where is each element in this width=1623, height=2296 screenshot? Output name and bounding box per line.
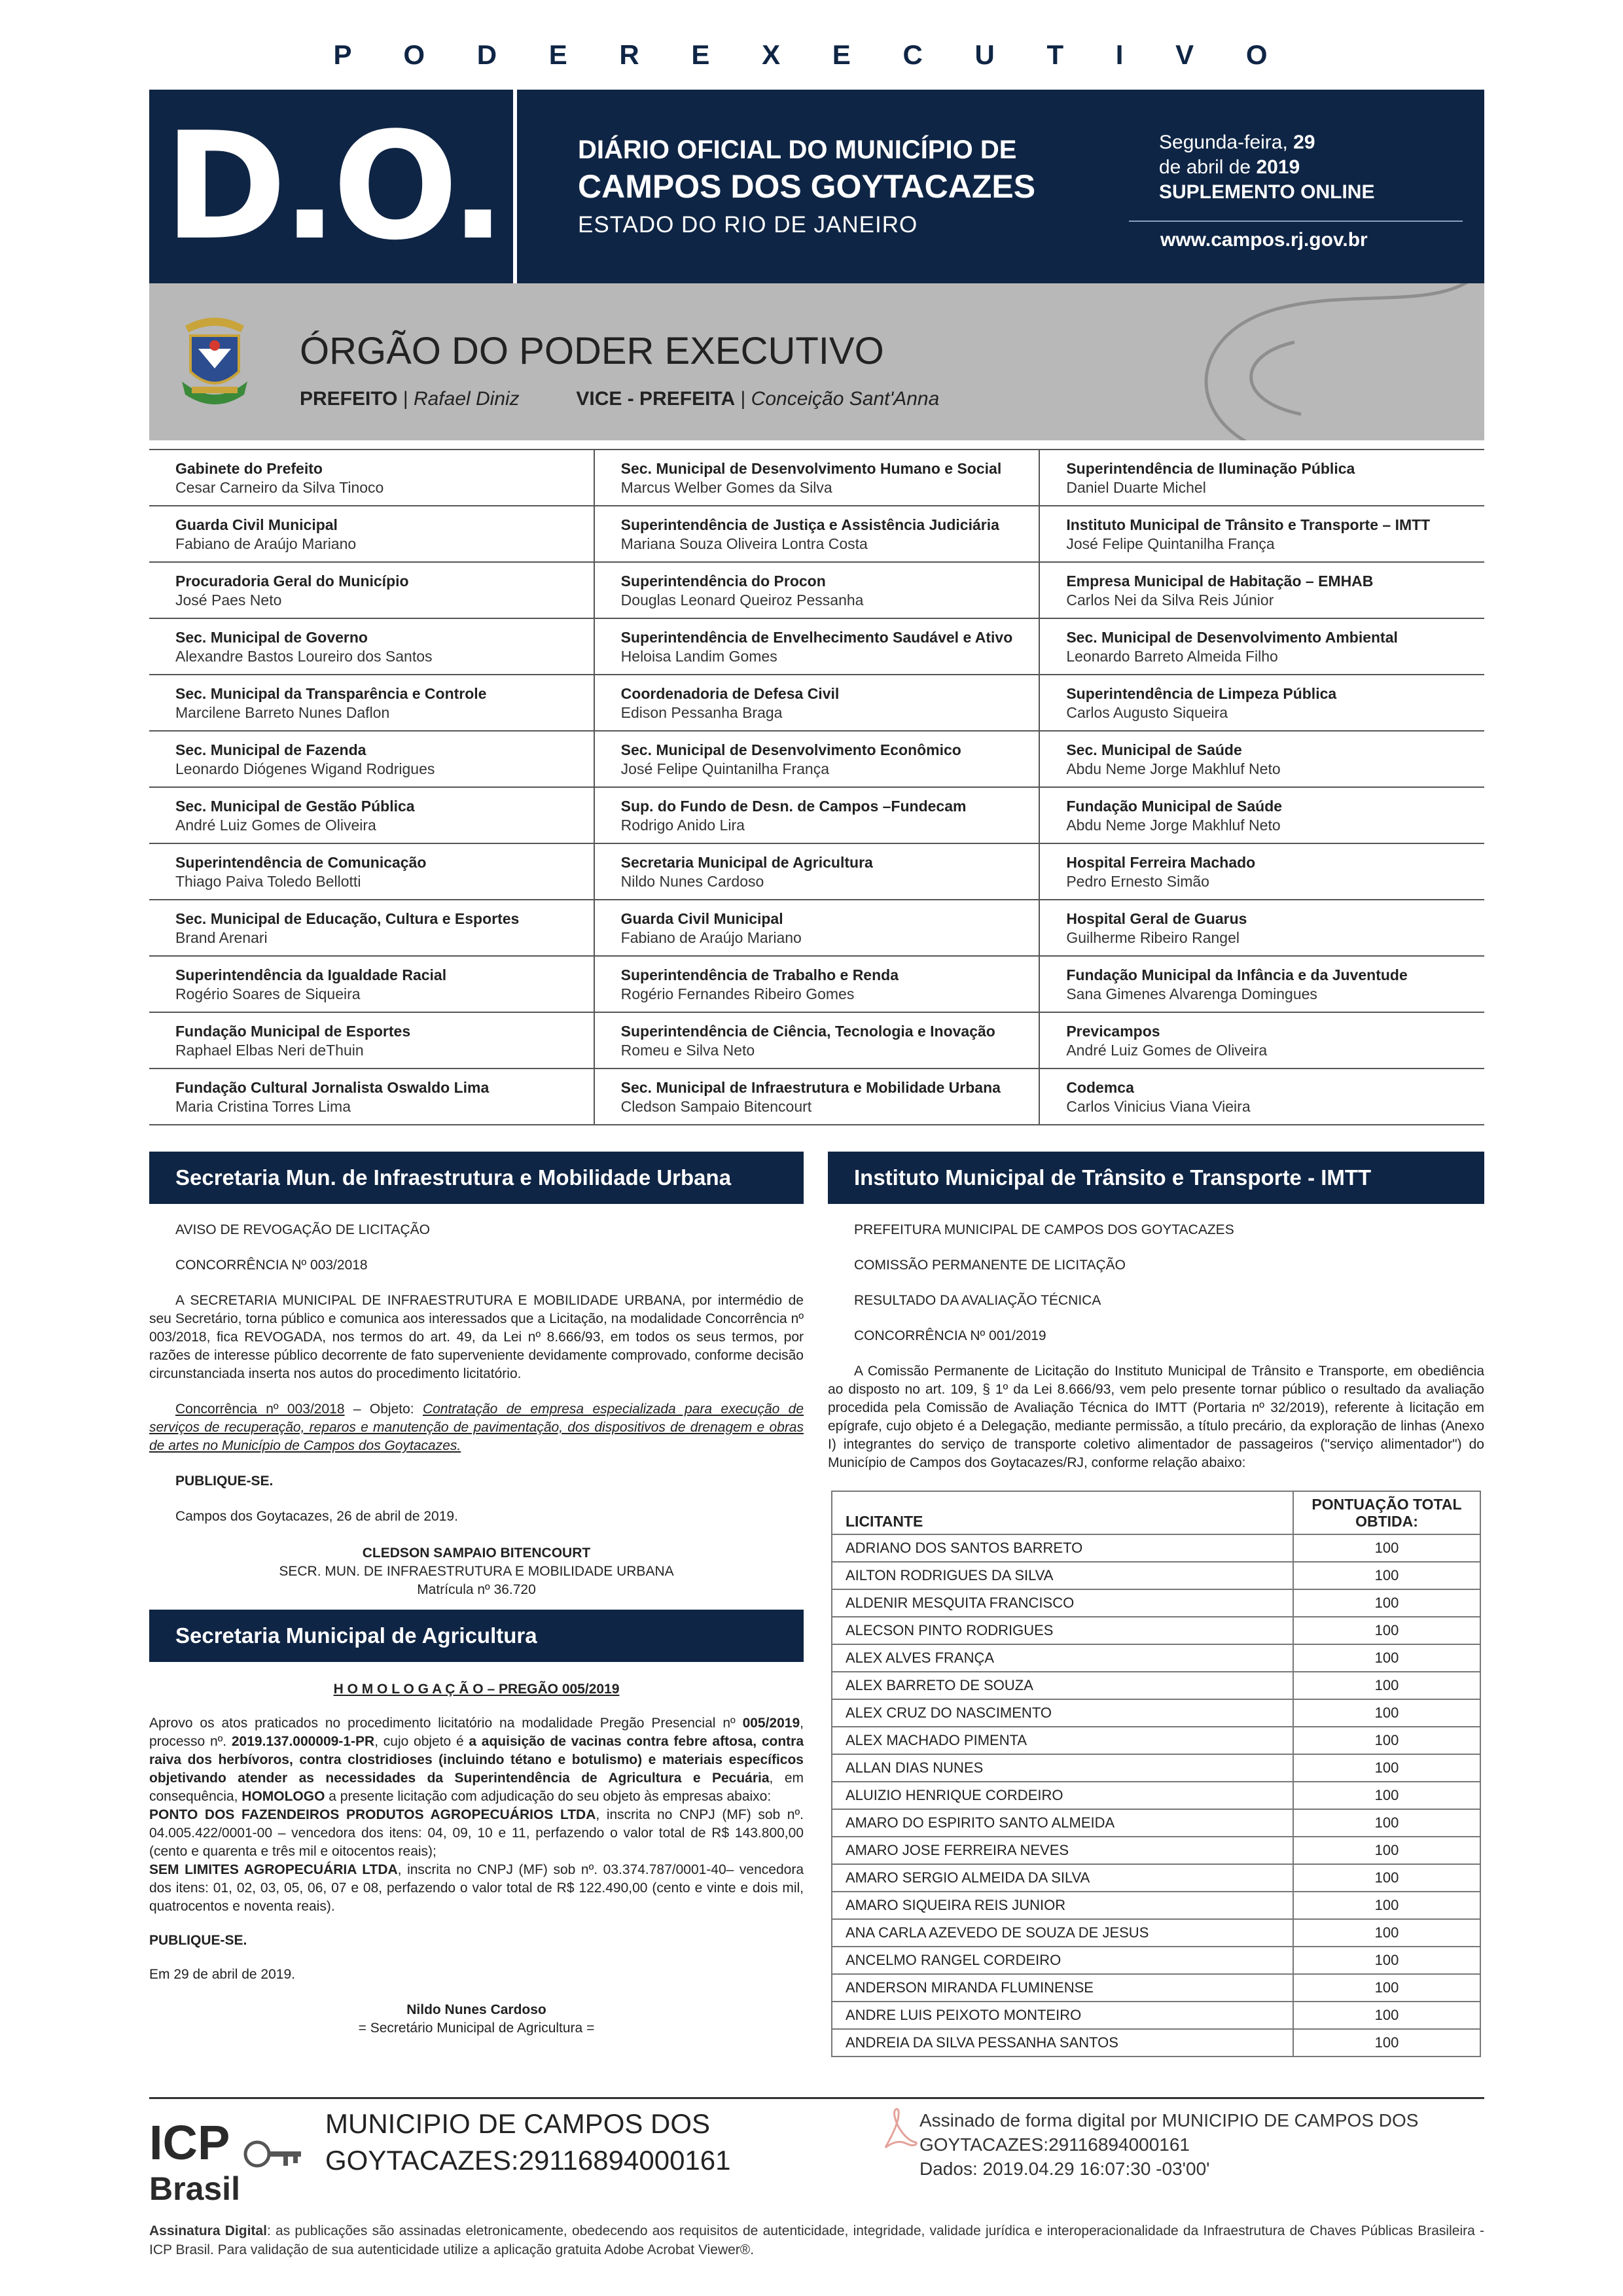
directory-entry bbox=[149, 506, 594, 561]
icp-logo-top: ICP bbox=[149, 2115, 230, 2170]
signer-block bbox=[325, 2106, 731, 2179]
directory-entry bbox=[149, 1013, 594, 1068]
org-name: Empresa Municipal de Habitação – EMHAB bbox=[1066, 573, 1374, 590]
col-bidder: LICITANTE bbox=[832, 1491, 1293, 1534]
infra-notice-title: AVISO DE REVOGAÇÃO DE LICITAÇÃO bbox=[175, 1222, 430, 1237]
directory-entry bbox=[594, 900, 1039, 955]
org-name: Sec. Municipal de Gestão Pública bbox=[175, 798, 415, 815]
directory-entry bbox=[1039, 619, 1484, 674]
bidder-name: ALDENIR MESQUITA FRANCISCO bbox=[832, 1589, 1293, 1617]
org-name: Codemca bbox=[1066, 1079, 1134, 1096]
directory-entry bbox=[594, 619, 1039, 674]
org-name: Guarda Civil Municipal bbox=[620, 910, 783, 927]
table-row bbox=[832, 1617, 1480, 1644]
org-name: Superintendência de Ciência, Tecnologia e Inovação bbox=[620, 1023, 995, 1040]
table-row bbox=[832, 2029, 1480, 2057]
official-name: José Felipe Quintanilha França bbox=[620, 760, 830, 777]
directory-entry bbox=[594, 563, 1039, 618]
imtt-line-1: PREFEITURA MUNICIPAL DE CAMPOS DOS GOYTACAZES bbox=[854, 1222, 1234, 1237]
org-name: Superintendência de Comunicação bbox=[175, 854, 427, 871]
org-name: Sec. Municipal da Transparência e Controle bbox=[175, 685, 487, 702]
official-name: Heloisa Landim Gomes bbox=[620, 648, 777, 665]
digital-signature-info bbox=[919, 2108, 1418, 2181]
agri-section-header: Secretaria Municipal de Agricultura bbox=[149, 1610, 804, 1662]
agri-signer: Nildo Nunes Cardoso bbox=[406, 2002, 546, 2017]
official-name: Raphael Elbas Neri deThuin bbox=[175, 1042, 364, 1059]
org-name: Gabinete do Prefeito bbox=[175, 460, 323, 477]
officials-directory bbox=[149, 449, 1484, 1125]
coat-of-arms-icon bbox=[179, 309, 251, 408]
mayor-name: Rafael Diniz bbox=[413, 388, 520, 410]
directory-entry bbox=[594, 957, 1039, 1012]
org-name: Fundação Cultural Jornalista Oswaldo Lima bbox=[175, 1079, 490, 1096]
directory-entry bbox=[1039, 900, 1484, 955]
bidder-score: 100 bbox=[1293, 1947, 1480, 1974]
agri-company-2 bbox=[149, 1861, 804, 1916]
org-name: Sec. Municipal de Desenvolvimento Ambiental bbox=[1066, 629, 1398, 646]
bidder-name: ALEX CRUZ DO NASCIMENTO bbox=[832, 1699, 1293, 1727]
imtt-line-3: RESULTADO DA AVALIAÇÃO TÉCNICA bbox=[854, 1293, 1101, 1308]
directory-row bbox=[149, 506, 1484, 563]
bidder-name: AMARO SERGIO ALMEIDA DA SILVA bbox=[832, 1864, 1293, 1892]
agri-pregao-number: 005/2019 bbox=[742, 1716, 800, 1731]
agri-homologo: HOMOLOGO bbox=[241, 1789, 325, 1804]
imtt-section-header: Instituto Municipal de Trânsito e Transporte - IMTT bbox=[828, 1152, 1484, 1204]
infra-signer: CLEDSON SAMPAIO BITENCOURT bbox=[362, 1545, 591, 1561]
sig-line-1: Assinado de forma digital por MUNICIPIO DE CAMPOS DOS bbox=[919, 2110, 1419, 2130]
table-row bbox=[832, 1782, 1480, 1809]
title-line-2: CAMPOS DOS GOYTACAZES bbox=[578, 168, 1036, 205]
table-row bbox=[832, 1644, 1480, 1672]
directory-entry bbox=[1039, 675, 1484, 730]
table-row bbox=[832, 2002, 1480, 2029]
bidder-score: 100 bbox=[1293, 1974, 1480, 2002]
official-name: Carlos Nei da Silva Reis Júnior bbox=[1066, 592, 1274, 609]
directory-row bbox=[149, 619, 1484, 675]
signer-line-2: GOYTACAZES:29116894000161 bbox=[325, 2145, 731, 2176]
official-name: Abdu Neme Jorge Makhluf Neto bbox=[1066, 760, 1281, 777]
bidder-score: 100 bbox=[1293, 1864, 1480, 1892]
infra-publish: PUBLIQUE-SE. bbox=[175, 1474, 274, 1489]
company-1-name: PONTO DOS FAZENDEIROS PRODUTOS AGROPECUÁRIOS LTDA bbox=[149, 1807, 596, 1822]
company-1-details: , inscrita no CNPJ (MF) sob nº. 04.005.422/0001-00 – vencedora dos itens: 04, 09, 10 e 11, perfazendo o valor total de R$ 143.800,00 (cento e quarenta e três mil e oitocentos reais); bbox=[149, 1807, 804, 1859]
directory-entry bbox=[1039, 563, 1484, 618]
official-name: Thiago Paiva Toledo Bellotti bbox=[175, 873, 361, 890]
infra-object-label: Concorrência nº 003/2018 bbox=[175, 1402, 345, 1417]
bidder-name: ANDREIA DA SILVA PESSANHA SANTOS bbox=[832, 2029, 1293, 2057]
org-name: Sec. Municipal de Infraestrutura e Mobilidade Urbana bbox=[620, 1079, 1001, 1096]
org-name: Secretaria Municipal de Agricultura bbox=[620, 854, 873, 871]
agri-text: Aprovo os atos praticados no procedimento licitatório na modalidade Pregão Presencial nº bbox=[149, 1716, 743, 1731]
bidder-score: 100 bbox=[1293, 1534, 1480, 1562]
bidder-name: ALEX BARRETO DE SOUZA bbox=[832, 1672, 1293, 1699]
directory-row bbox=[149, 900, 1484, 957]
bidder-score: 100 bbox=[1293, 2002, 1480, 2029]
decorative-swirl bbox=[1105, 283, 1484, 440]
bidder-name: AMARO JOSE FERREIRA NEVES bbox=[832, 1837, 1293, 1864]
directory-entry bbox=[149, 450, 594, 505]
infra-place-date: Campos dos Goytacazes, 26 de abril de 2019. bbox=[175, 1509, 458, 1524]
directory-entry bbox=[149, 563, 594, 618]
bidder-score: 100 bbox=[1293, 1754, 1480, 1782]
mayor-label: PREFEITO bbox=[300, 388, 398, 410]
table-row bbox=[832, 1864, 1480, 1892]
bidder-name: ALUIZIO HENRIQUE CORDEIRO bbox=[832, 1782, 1293, 1809]
table-row bbox=[832, 1534, 1480, 1562]
section-label: P O D E R E X E C U T I V O bbox=[333, 39, 1290, 70]
executive-title: ÓRGÃO DO PODER EXECUTIVO bbox=[300, 330, 884, 372]
disclaimer-text: : as publicações são assinadas eletronicamente, obedecendo aos requisitos de autenticidade, integridade, validade jurídica e interoperacionalidade da Infraestrutura de Chaves Públicas Brasileira - ICP Brasil. Para validação de sua autenticidade utilize a aplicação gratuita Adobe Acrobat Viewer®. bbox=[149, 2223, 1485, 2257]
official-name: José Felipe Quintanilha França bbox=[1066, 535, 1275, 552]
official-name: Douglas Leonard Queiroz Pessanha bbox=[620, 592, 864, 609]
official-name: Rogério Soares de Siqueira bbox=[175, 985, 361, 1002]
directory-entry bbox=[149, 619, 594, 674]
directory-entry bbox=[594, 450, 1039, 505]
directory-entry bbox=[149, 900, 594, 955]
org-name: Superintendência de Trabalho e Renda bbox=[620, 966, 899, 983]
directory-row bbox=[149, 957, 1484, 1013]
infra-competition: CONCORRÊNCIA Nº 003/2018 bbox=[175, 1258, 368, 1273]
sig-line-2: GOYTACAZES:29116894000161 bbox=[919, 2134, 1190, 2155]
directory-entry bbox=[1039, 844, 1484, 899]
directory-row bbox=[149, 563, 1484, 619]
table-row bbox=[832, 1919, 1480, 1947]
infra-object-dash: – Objeto: bbox=[344, 1402, 423, 1417]
bidder-score: 100 bbox=[1293, 1644, 1480, 1672]
org-name: Sec. Municipal de Fazenda bbox=[175, 741, 366, 758]
results-header-row bbox=[832, 1491, 1480, 1534]
agri-company-1 bbox=[149, 1806, 804, 1861]
imtt-line-2: COMISSÃO PERMANENTE DE LICITAÇÃO bbox=[854, 1258, 1126, 1273]
left-column bbox=[149, 1152, 804, 2038]
right-column bbox=[828, 1152, 1484, 2057]
org-name: Sec. Municipal de Desenvolvimento Humano e Social bbox=[620, 460, 1002, 477]
official-name: Pedro Ernesto Simão bbox=[1066, 873, 1209, 890]
official-name: André Luiz Gomes de Oliveira bbox=[1066, 1042, 1268, 1059]
directory-entry bbox=[594, 788, 1039, 843]
agri-object: a aquisição de vacinas contra febre aftosa, contra raiva dos herbívoros, contra clostridioses (incluindo tétano e botulismo) e materiais específicos objetivando atender as necessidades da Superintendência de Agricultura e Pecuária bbox=[149, 1734, 804, 1786]
agri-paragraph bbox=[149, 1714, 804, 1806]
official-name: Marcus Welber Gomes da Silva bbox=[620, 479, 832, 496]
directory-row bbox=[149, 1069, 1484, 1125]
org-name: Instituto Municipal de Trânsito e Transporte – IMTT bbox=[1066, 516, 1431, 533]
bidder-score: 100 bbox=[1293, 1919, 1480, 1947]
directory-entry bbox=[1039, 450, 1484, 505]
directory-entry bbox=[149, 844, 594, 899]
official-name: Carlos Augusto Siqueira bbox=[1066, 704, 1228, 721]
official-name: José Paes Neto bbox=[175, 592, 282, 609]
infra-object-text: Contratação de empresa especializada para execução de serviços de recuperação, reparos e manutenção de pavimentação, dos dispositivos de drenagem e obras de artes no Município de Campos dos Goytacazes. bbox=[149, 1402, 804, 1453]
bidder-name: ALLAN DIAS NUNES bbox=[832, 1754, 1293, 1782]
icp-brasil-logo bbox=[149, 2115, 306, 2213]
date-separator bbox=[1129, 221, 1463, 222]
table-row bbox=[832, 1699, 1480, 1727]
bidder-score: 100 bbox=[1293, 1837, 1480, 1864]
bidder-name: ANDRE LUIS PEIXOTO MONTEIRO bbox=[832, 2002, 1293, 2029]
official-name: Sana Gimenes Alvarenga Domingues bbox=[1066, 985, 1317, 1002]
title-line-3: ESTADO DO RIO DE JANEIRO bbox=[578, 212, 918, 238]
executive-leaders: PREFEITO | Rafael Diniz VICE - PREFEITA | Conceição Sant'Anna bbox=[300, 388, 940, 410]
bidder-name: ALEX MACHADO PIMENTA bbox=[832, 1727, 1293, 1754]
official-name: Carlos Vinicius Viana Vieira bbox=[1066, 1098, 1251, 1115]
org-name: Fundação Municipal de Esportes bbox=[175, 1023, 411, 1040]
official-name: Maria Cristina Torres Lima bbox=[175, 1098, 351, 1115]
agri-publish: PUBLIQUE-SE. bbox=[149, 1933, 247, 1948]
official-name: Edison Pessanha Braga bbox=[620, 704, 783, 721]
org-name: Previcampos bbox=[1066, 1023, 1160, 1040]
directory-entry bbox=[149, 675, 594, 730]
directory-row bbox=[149, 844, 1484, 900]
edition-label: SUPLEMENTO ONLINE bbox=[1159, 181, 1375, 203]
directory-row bbox=[149, 675, 1484, 732]
do-logo: D.O. bbox=[149, 90, 516, 283]
org-name: Sec. Municipal de Desenvolvimento Econômico bbox=[620, 741, 961, 758]
org-name: Superintendência de Envelhecimento Saudável e Ativo bbox=[620, 629, 1013, 646]
official-name: Cledson Sampaio Bitencourt bbox=[620, 1098, 812, 1115]
directory-entry bbox=[149, 1069, 594, 1124]
bidder-name: ALEX ALVES FRANÇA bbox=[832, 1644, 1293, 1672]
official-name: Rogério Fernandes Ribeiro Gomes bbox=[620, 985, 855, 1002]
org-name: Sec. Municipal de Governo bbox=[175, 629, 368, 646]
org-name: Fundação Municipal de Saúde bbox=[1066, 798, 1283, 815]
signer-line-1: MUNICIPIO DE CAMPOS DOS bbox=[325, 2108, 711, 2139]
bidder-score: 100 bbox=[1293, 1809, 1480, 1837]
org-name: Fundação Municipal da Infância e da Juventude bbox=[1066, 966, 1408, 983]
directory-row bbox=[149, 449, 1484, 506]
bidder-name: AMARO DO ESPIRITO SANTO ALMEIDA bbox=[832, 1809, 1293, 1837]
official-name: Cesar Carneiro da Silva Tinoco bbox=[175, 479, 384, 496]
bidder-score: 100 bbox=[1293, 1699, 1480, 1727]
vice-mayor-label: VICE - PREFEITA bbox=[576, 388, 736, 410]
table-row bbox=[832, 1562, 1480, 1589]
directory-entry bbox=[149, 788, 594, 843]
col-score: PONTUAÇÃO TOTAL OBTIDA: bbox=[1293, 1491, 1480, 1534]
directory-entry bbox=[594, 844, 1039, 899]
infra-section-header: Secretaria Mun. de Infraestrutura e Mobilidade Urbana bbox=[149, 1152, 804, 1204]
infra-body: A SECRETARIA MUNICIPAL DE INFRAESTRUTURA E MOBILIDADE URBANA, por intermédio de seu Secretário, torna público e comunica aos interessados que a Licitação, na modalidade Concorrência nº 003/2018, fica REVOGADA, nos termos do art. 49, da Lei nº 8.666/93, em todos os seus termos, por razões de interesse público decorrente de fato superveniente devidamente comprovado, conforme decisão circunstanciada inserta nos autos do procedimento licitatório. bbox=[149, 1293, 804, 1381]
bidder-name: ADRIANO DOS SANTOS BARRETO bbox=[832, 1534, 1293, 1562]
org-name: Superintendência da Igualdade Racial bbox=[175, 966, 447, 983]
sig-line-3: Dados: 2019.04.29 16:07:30 -03'00' bbox=[919, 2159, 1210, 2179]
directory-row bbox=[149, 1013, 1484, 1069]
date-year: 2019 bbox=[1256, 156, 1300, 178]
agri-text: , processo nº. bbox=[149, 1716, 804, 1749]
official-name: Mariana Souza Oliveira Lontra Costa bbox=[620, 535, 868, 552]
agri-signer-role: = Secretário Municipal de Agricultura = bbox=[358, 2021, 595, 2036]
bidder-score: 100 bbox=[1293, 1617, 1480, 1644]
org-name: Guarda Civil Municipal bbox=[175, 516, 338, 533]
bidder-score: 100 bbox=[1293, 1727, 1480, 1754]
org-name: Sec. Municipal de Educação, Cultura e Esportes bbox=[175, 910, 520, 927]
official-name: Rodrigo Anido Lira bbox=[620, 817, 745, 834]
directory-entry bbox=[594, 675, 1039, 730]
bidder-name: AMARO SIQUEIRA REIS JUNIOR bbox=[832, 1892, 1293, 1919]
infra-object bbox=[149, 1400, 804, 1455]
directory-entry bbox=[594, 1013, 1039, 1068]
directory-entry bbox=[1039, 506, 1484, 561]
bidder-name: ANCELMO RANGEL CORDEIRO bbox=[832, 1947, 1293, 1974]
directory-entry bbox=[594, 506, 1039, 561]
bidder-score: 100 bbox=[1293, 1892, 1480, 1919]
org-name: Superintendência do Procon bbox=[620, 573, 826, 590]
date-month: de abril de bbox=[1159, 156, 1257, 178]
table-row bbox=[832, 1727, 1480, 1754]
directory-row bbox=[149, 732, 1484, 788]
date-prefix: Segunda-feira, bbox=[1159, 132, 1294, 153]
official-name: Brand Arenari bbox=[175, 929, 268, 946]
bidder-score: 100 bbox=[1293, 1562, 1480, 1589]
disclaimer bbox=[149, 2221, 1484, 2259]
bidder-name: AILTON RODRIGUES DA SILVA bbox=[832, 1562, 1293, 1589]
table-row bbox=[832, 1589, 1480, 1617]
infra-signer-reg: Matrícula nº 36.720 bbox=[417, 1582, 536, 1597]
footer-rule bbox=[149, 2097, 1484, 2099]
imtt-body: A Comissão Permanente de Licitação do Instituto Municipal de Trânsito e Transporte, em obediência ao disposto no art. 109, § 1º da Lei 8.666/93, vem pelo presente tornar público o resultado da avaliação procedida pela Comissão de Avaliação Técnica do IMTT (Portaria nº 32/2019), referente à licitação em epígrafe, cujo objeto é a Delegação, mediante permissão, a título precário, da exploração de linhas (Anexo I) integrantes do serviço de transporte coletivo alimentador de passageiros ("serviço alimentador") do Município de Campos dos Goytacazes/RJ, conforme relação abaixo: bbox=[828, 1364, 1484, 1470]
table-row bbox=[832, 1947, 1480, 1974]
agri-process-number: 2019.137.000009-1-PR bbox=[231, 1734, 375, 1749]
issue-date bbox=[1159, 130, 1374, 205]
official-name: Alexandre Bastos Loureiro dos Santos bbox=[175, 648, 433, 665]
directory-entry bbox=[1039, 732, 1484, 786]
directory-entry bbox=[1039, 957, 1484, 1012]
company-2-details: , inscrita no CNPJ (MF) sob nº. 03.374.787/0001-40– vencedora dos itens: 01, 02, 03, 05, 06, 07 e 08, perfazendo o valor total de R$ 122.490,00 (cento e vinte e dois mil, quatrocentos e noventa reais). bbox=[149, 1862, 804, 1914]
infra-signer-role: SECR. MUN. DE INFRAESTRUTURA E MOBILIDADE URBANA bbox=[279, 1564, 674, 1579]
official-name: Leonardo Barreto Almeida Filho bbox=[1066, 648, 1278, 665]
bidder-name: ANDERSON MIRANDA FLUMINENSE bbox=[832, 1974, 1293, 2002]
directory-entry bbox=[1039, 1013, 1484, 1068]
org-name: Hospital Ferreira Machado bbox=[1066, 854, 1256, 871]
date-day: 29 bbox=[1293, 132, 1315, 153]
disclaimer-label: Assinatura Digital bbox=[149, 2223, 267, 2238]
bidder-score: 100 bbox=[1293, 2029, 1480, 2057]
official-name: André Luiz Gomes de Oliveira bbox=[175, 817, 376, 834]
official-name: Leonardo Diógenes Wigand Rodrigues bbox=[175, 760, 435, 777]
table-row bbox=[832, 1809, 1480, 1837]
table-row bbox=[832, 1837, 1480, 1864]
official-name: Fabiano de Araújo Mariano bbox=[175, 535, 357, 552]
org-name: Sec. Municipal de Saúde bbox=[1066, 741, 1242, 758]
directory-entry bbox=[1039, 1069, 1484, 1124]
directory-row bbox=[149, 788, 1484, 844]
results-body bbox=[832, 1534, 1480, 2057]
official-name: Daniel Duarte Michel bbox=[1066, 479, 1206, 496]
table-row bbox=[832, 1754, 1480, 1782]
org-name: Superintendência de Justiça e Assistência Judiciária bbox=[620, 516, 999, 533]
org-name: Superintendência de Limpeza Pública bbox=[1066, 685, 1337, 702]
org-name: Superintendência de Iluminação Pública bbox=[1066, 460, 1355, 477]
official-name: Abdu Neme Jorge Makhluf Neto bbox=[1066, 817, 1281, 834]
table-row bbox=[832, 1974, 1480, 2002]
bidder-score: 100 bbox=[1293, 1782, 1480, 1809]
bidder-name: ANA CARLA AZEVEDO DE SOUZA DE JESUS bbox=[832, 1919, 1293, 1947]
official-name: Guilherme Ribeiro Rangel bbox=[1066, 929, 1240, 946]
agri-text: , em consequência, bbox=[149, 1771, 804, 1804]
org-name: Procuradoria Geral do Município bbox=[175, 573, 409, 590]
bidder-score: 100 bbox=[1293, 1672, 1480, 1699]
directory-entry bbox=[149, 957, 594, 1012]
acrobat-signature-icon bbox=[880, 2107, 918, 2153]
directory-entry bbox=[1039, 788, 1484, 843]
table-row bbox=[832, 1672, 1480, 1699]
website-link[interactable]: www.campos.rj.gov.br bbox=[1160, 229, 1368, 251]
directory-entry bbox=[594, 1069, 1039, 1124]
icp-logo-bottom: Brasil bbox=[149, 2170, 240, 2207]
company-2-name: SEM LIMITES AGROPECUÁRIA LTDA bbox=[149, 1862, 398, 1877]
masthead bbox=[149, 90, 1484, 283]
official-name: Marcilene Barreto Nunes Daflon bbox=[175, 704, 390, 721]
agri-title: H O M O L O G A Ç Ã O – PREGÃO 005/2019 bbox=[333, 1682, 620, 1697]
vice-mayor-name: Conceição Sant'Anna bbox=[751, 388, 940, 410]
org-name: Coordenadoria de Defesa Civil bbox=[620, 685, 840, 702]
agri-text: a presente licitação com adjudicação do seu objeto às empresas abaixo: bbox=[325, 1789, 772, 1804]
table-row bbox=[832, 1892, 1480, 1919]
imtt-line-4: CONCORRÊNCIA Nº 001/2019 bbox=[854, 1328, 1046, 1343]
official-name: Romeu e Silva Neto bbox=[620, 1042, 755, 1059]
official-name: Nildo Nunes Cardoso bbox=[620, 873, 764, 890]
title-line-1: DIÁRIO OFICIAL DO MUNICÍPIO DE bbox=[578, 135, 1017, 164]
directory-entry bbox=[149, 732, 594, 786]
directory-entry bbox=[594, 732, 1039, 786]
org-name: Sup. do Fundo de Desn. de Campos –Fundecam bbox=[620, 798, 967, 815]
org-name: Hospital Geral de Guarus bbox=[1066, 910, 1247, 927]
agri-date: Em 29 de abril de 2019. bbox=[149, 1967, 295, 1982]
bidder-name: ALECSON PINTO RODRIGUES bbox=[832, 1617, 1293, 1644]
results-table bbox=[831, 1491, 1481, 2057]
gazette-title bbox=[578, 135, 1035, 238]
key-icon bbox=[245, 2142, 301, 2166]
executive-band bbox=[149, 283, 1484, 440]
official-name: Fabiano de Araújo Mariano bbox=[620, 929, 802, 946]
agri-text: , cujo objeto é bbox=[374, 1734, 469, 1749]
masthead-divider bbox=[513, 90, 517, 283]
bidder-score: 100 bbox=[1293, 1589, 1480, 1617]
